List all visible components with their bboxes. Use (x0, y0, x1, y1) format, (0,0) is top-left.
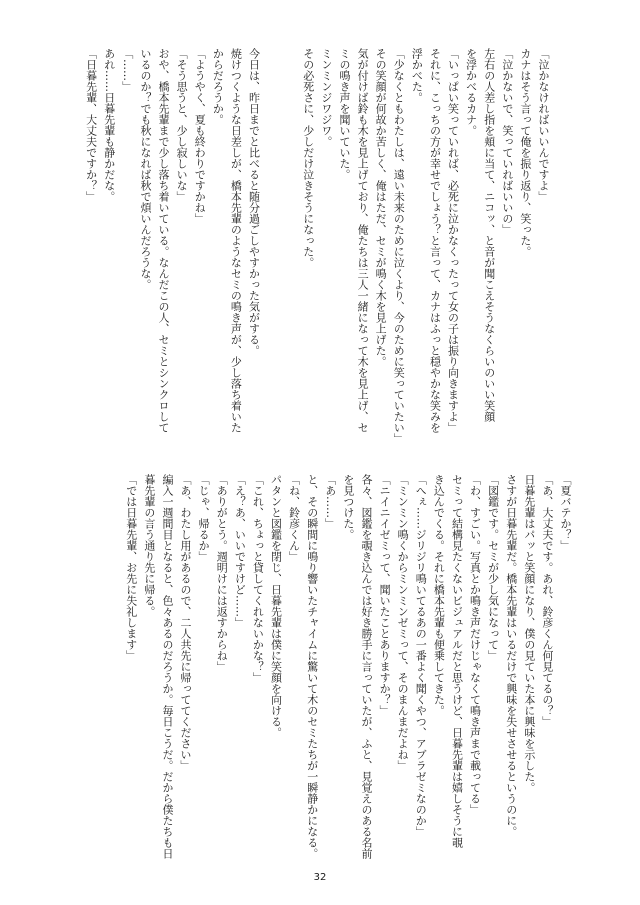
text-line: 「そう思うと、少し寂しいな」 (175, 48, 189, 202)
text-line: 「あ、大丈夫です。あれ、鈴彦くん何見てるの？」 (540, 474, 554, 727)
page-number: 32 (313, 872, 327, 883)
text-line: パタンと図鑑を閉じ、日暮先輩は僕に笑顔を向ける。 (269, 474, 283, 738)
text-line: 「え？あ、いいですけど……」 (233, 474, 247, 628)
text-line: からだろうか。 (211, 48, 225, 125)
text-line: セミって結構見たくないビジュアルだと思うけど、日暮先輩は嬉しそうに覗 (450, 474, 464, 848)
text-line: 「あ……」 (323, 474, 337, 529)
text-line: それに、こっちの方が幸せでしょう？と言って、カナはふっと穏やかな笑みを (428, 48, 442, 433)
text-line (263, 48, 281, 428)
text-line: 「泣かなければいいんですよ」 (537, 48, 550, 202)
lower-text-block (122, 474, 574, 859)
text-line: ミの鳴き声を聞いていた。 (337, 48, 351, 180)
text-line: さすが日暮先輩だ。橋本先輩はいるだけで興味を失せさせるというのに。 (504, 474, 518, 837)
text-line: 「いっぱい笑っていれば、必死に泣かなくったって女の子は振り向きますよ」 (446, 48, 460, 433)
text-line: 左右の人差し指を頬に当て、ニコッ、と音が聞こえそうなくらいのいい笑顔 (482, 48, 496, 422)
text-line: 「ね、鈴彦くん」 (287, 474, 301, 562)
upper-text-block (82, 48, 552, 444)
text-line: 各々、図鑑を覗き込んでは好き勝手に言っていたが、ふと、見覚えのある名前 (359, 474, 373, 859)
text-line: 「これ、ちょっと貸してくれないかな？」 (251, 474, 265, 683)
text-line: あれ……日暮先輩も静かだな。 (102, 48, 116, 202)
text-line: その必死さに、少しだけ泣きそうになった。 (301, 48, 315, 268)
text-line: 「へぇ……ジリジリ鳴いてるあの一番よく聞くやつ、アブラゼミなのか」 (414, 474, 428, 837)
text-line: 「夏バテか？」 (559, 474, 572, 551)
text-line: 気が付けば鈴も木を見上げており、俺たちは三人一緒になって木を見上げ、セ (356, 48, 370, 433)
text-line: その笑顔が何故か苦しく、俺はただ、セミが鳴く木を見上げた。 (374, 48, 388, 367)
text-line: 「泣かないで、笑っていればいいの」 (500, 48, 514, 235)
text-line: 「日暮先輩、大丈夫ですか？」 (84, 48, 98, 202)
text-line: 日暮先輩はパッと笑顔になり、僕の見ていた本に興味を示した。 (522, 474, 536, 793)
text-line: 「わ、すごい。写真とか鳴き声だけじゃなくて鳴き声まで載ってる」 (468, 474, 482, 815)
text-line: と、その瞬間に鳴り響いたチャイムに驚いて木のセミたちが一瞬静かになる。 (305, 474, 319, 859)
text-line: 「図鑑です。セミが少し気になって」 (486, 474, 500, 661)
text-line: おや、橋本先輩まで少し落ち着いている。なんだこの人、セミとシンクロして (157, 48, 171, 433)
text-line: 「ありがとう。週明けには返すからね」 (215, 474, 229, 672)
text-line: 「ニイニイゼミって、聞いたことありますか？」 (378, 474, 392, 716)
text-line: を見つけた。 (341, 474, 355, 540)
text-line: ミンミンジワジワ。 (319, 48, 333, 147)
text-line (281, 48, 299, 428)
text-line: 「ようやく、夏も終わりですかね」 (193, 48, 207, 224)
text-line: 「じゃ、帰るか」 (197, 474, 211, 562)
text-line: き込んでくる。それに橋本先輩も便乗してきた。 (432, 474, 446, 716)
text-line: 「では日暮先輩、お先に失礼します」 (124, 474, 138, 661)
text-line: 焼けつくような日差しが、橋本先輩のようなセミの鳴き声が、少し落ち着いた (229, 48, 243, 433)
text-line: カナはそう言って俺を振り返り、笑った。 (518, 48, 532, 257)
text-line: 暮先輩の言う通り先に帰る。 (142, 474, 156, 617)
text-line: 今日は、昨日までと比べると随分過ごしやすかった気がする。 (247, 48, 261, 356)
text-line: 浮かべた。 (410, 48, 424, 103)
text-line: 「少なくともわたしは、遠い未来のために泣くより、今のために笑っていたい」 (392, 48, 406, 444)
text-line: 「あ、わたし用があるので、二人共先に帰っててください」 (179, 474, 193, 771)
text-line: 編入一週間目となると、色々あるのだろうか。毎日こうだ。だから僕たちも日 (160, 474, 174, 859)
text-line: を浮かべるカナ。 (464, 48, 478, 136)
text-line: 「……」 (120, 48, 134, 92)
text-line: いるのか？でも秋になれば秋で煩いんだろうな。 (138, 48, 152, 290)
text-line: 「ミンミン鳴くからミンミンゼミって、そのまんまだよね」 (396, 474, 410, 771)
